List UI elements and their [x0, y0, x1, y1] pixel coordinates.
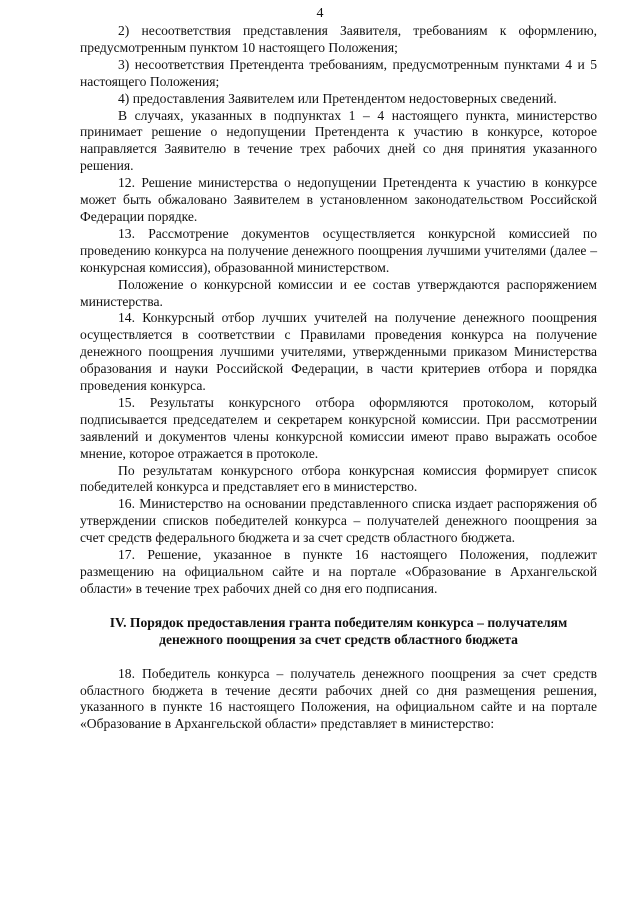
paragraph-item-4: 4) предоставления Заявителем или Претендентом недостоверных сведений.	[118, 90, 557, 106]
paragraph-15: 15. Результаты конкурсного отбора оформляются протоколом, который подписывается председателем и секретарем конкурсной комиссии. При рассмотрении заявлений и документов члены конкурсной комиссии имеют право выражать особое мнение, которое отражается в протоколе.	[80, 394, 597, 461]
paragraph-16: 16. Министерство на основании представленного списка издает распоряжения об утверждении списков победителей конкурса – получателей денежного поощрения за счет средств федерального бюджета и за счет средств областного бюджета.	[80, 496, 597, 546]
paragraph-18: 18. Победитель конкурса – получатель денежного поощрения за счет средств областного бюджета в течение десяти рабочих дней со дня размещения решения, указанного в пункте 16 настоящего Положения, на официальном сайте и на портале «Образование в Архангельской области» представляет в министерство:	[80, 665, 597, 732]
paragraph-item-3: 3) несоответствия Претендента требованиям, предусмотренным пунктами 4 и 5 настоящего Положения;	[80, 56, 597, 89]
paragraph-commission: Положение о конкурсной комиссии и ее состав утверждаются распоряжением министерства.	[80, 276, 597, 309]
paragraph-17: 17. Решение, указанное в пункте 16 настоящего Положения, подлежит размещению на официальном сайте и на портале «Образование в Архангельской области» в течение трех рабочих дней со дня его подписания.	[80, 547, 597, 596]
paragraph-cases: В случаях, указанных в подпунктах 1 – 4 настоящего пункта, министерство принимает решение о недопущении Претендента к участию в конкурсе, которое направляется Заявителю в течение трех рабочих дней со дня принятия указанного решения.	[80, 107, 597, 174]
paragraph-13: 13. Рассмотрение документов осуществляется конкурсной комиссией по проведению конкурса на получение денежного поощрения лучшими учителями (далее – конкурсная комиссия), образованной министерством.	[80, 225, 597, 275]
page-number: 4	[316, 6, 324, 21]
paragraph-12: 12. Решение министерства о недопущении Претендента к участию в конкурсе может быть обжаловано Заявителем в установленном законодательством Российской Федерации порядке.	[80, 175, 597, 224]
paragraph-14: 14. Конкурсный отбор лучших учителей на получение денежного поощрения осуществляется в соответствии с Правилами проведения конкурса на получение денежного поощрения лучшими учителями, утвержденными приказом Министерства образования и науки Российской Федерации, в части критериев отбора и порядка проведения конкурса.	[80, 310, 597, 394]
paragraph-results: По результатам конкурсного отбора конкурсная комиссия формирует список победителей конкурса и представляет его в министерство.	[80, 462, 597, 495]
document-body	[80, 23, 597, 733]
section-heading: IV. Порядок предоставления гранта победителям конкурса – получателям денежного поощрения за счет средств областного бюджета	[109, 614, 568, 647]
paragraph-item-2: 2) несоответствия представления Заявителя, требованиям к оформлению, предусмотренным пунктом 10 настоящего Положения;	[80, 23, 597, 55]
